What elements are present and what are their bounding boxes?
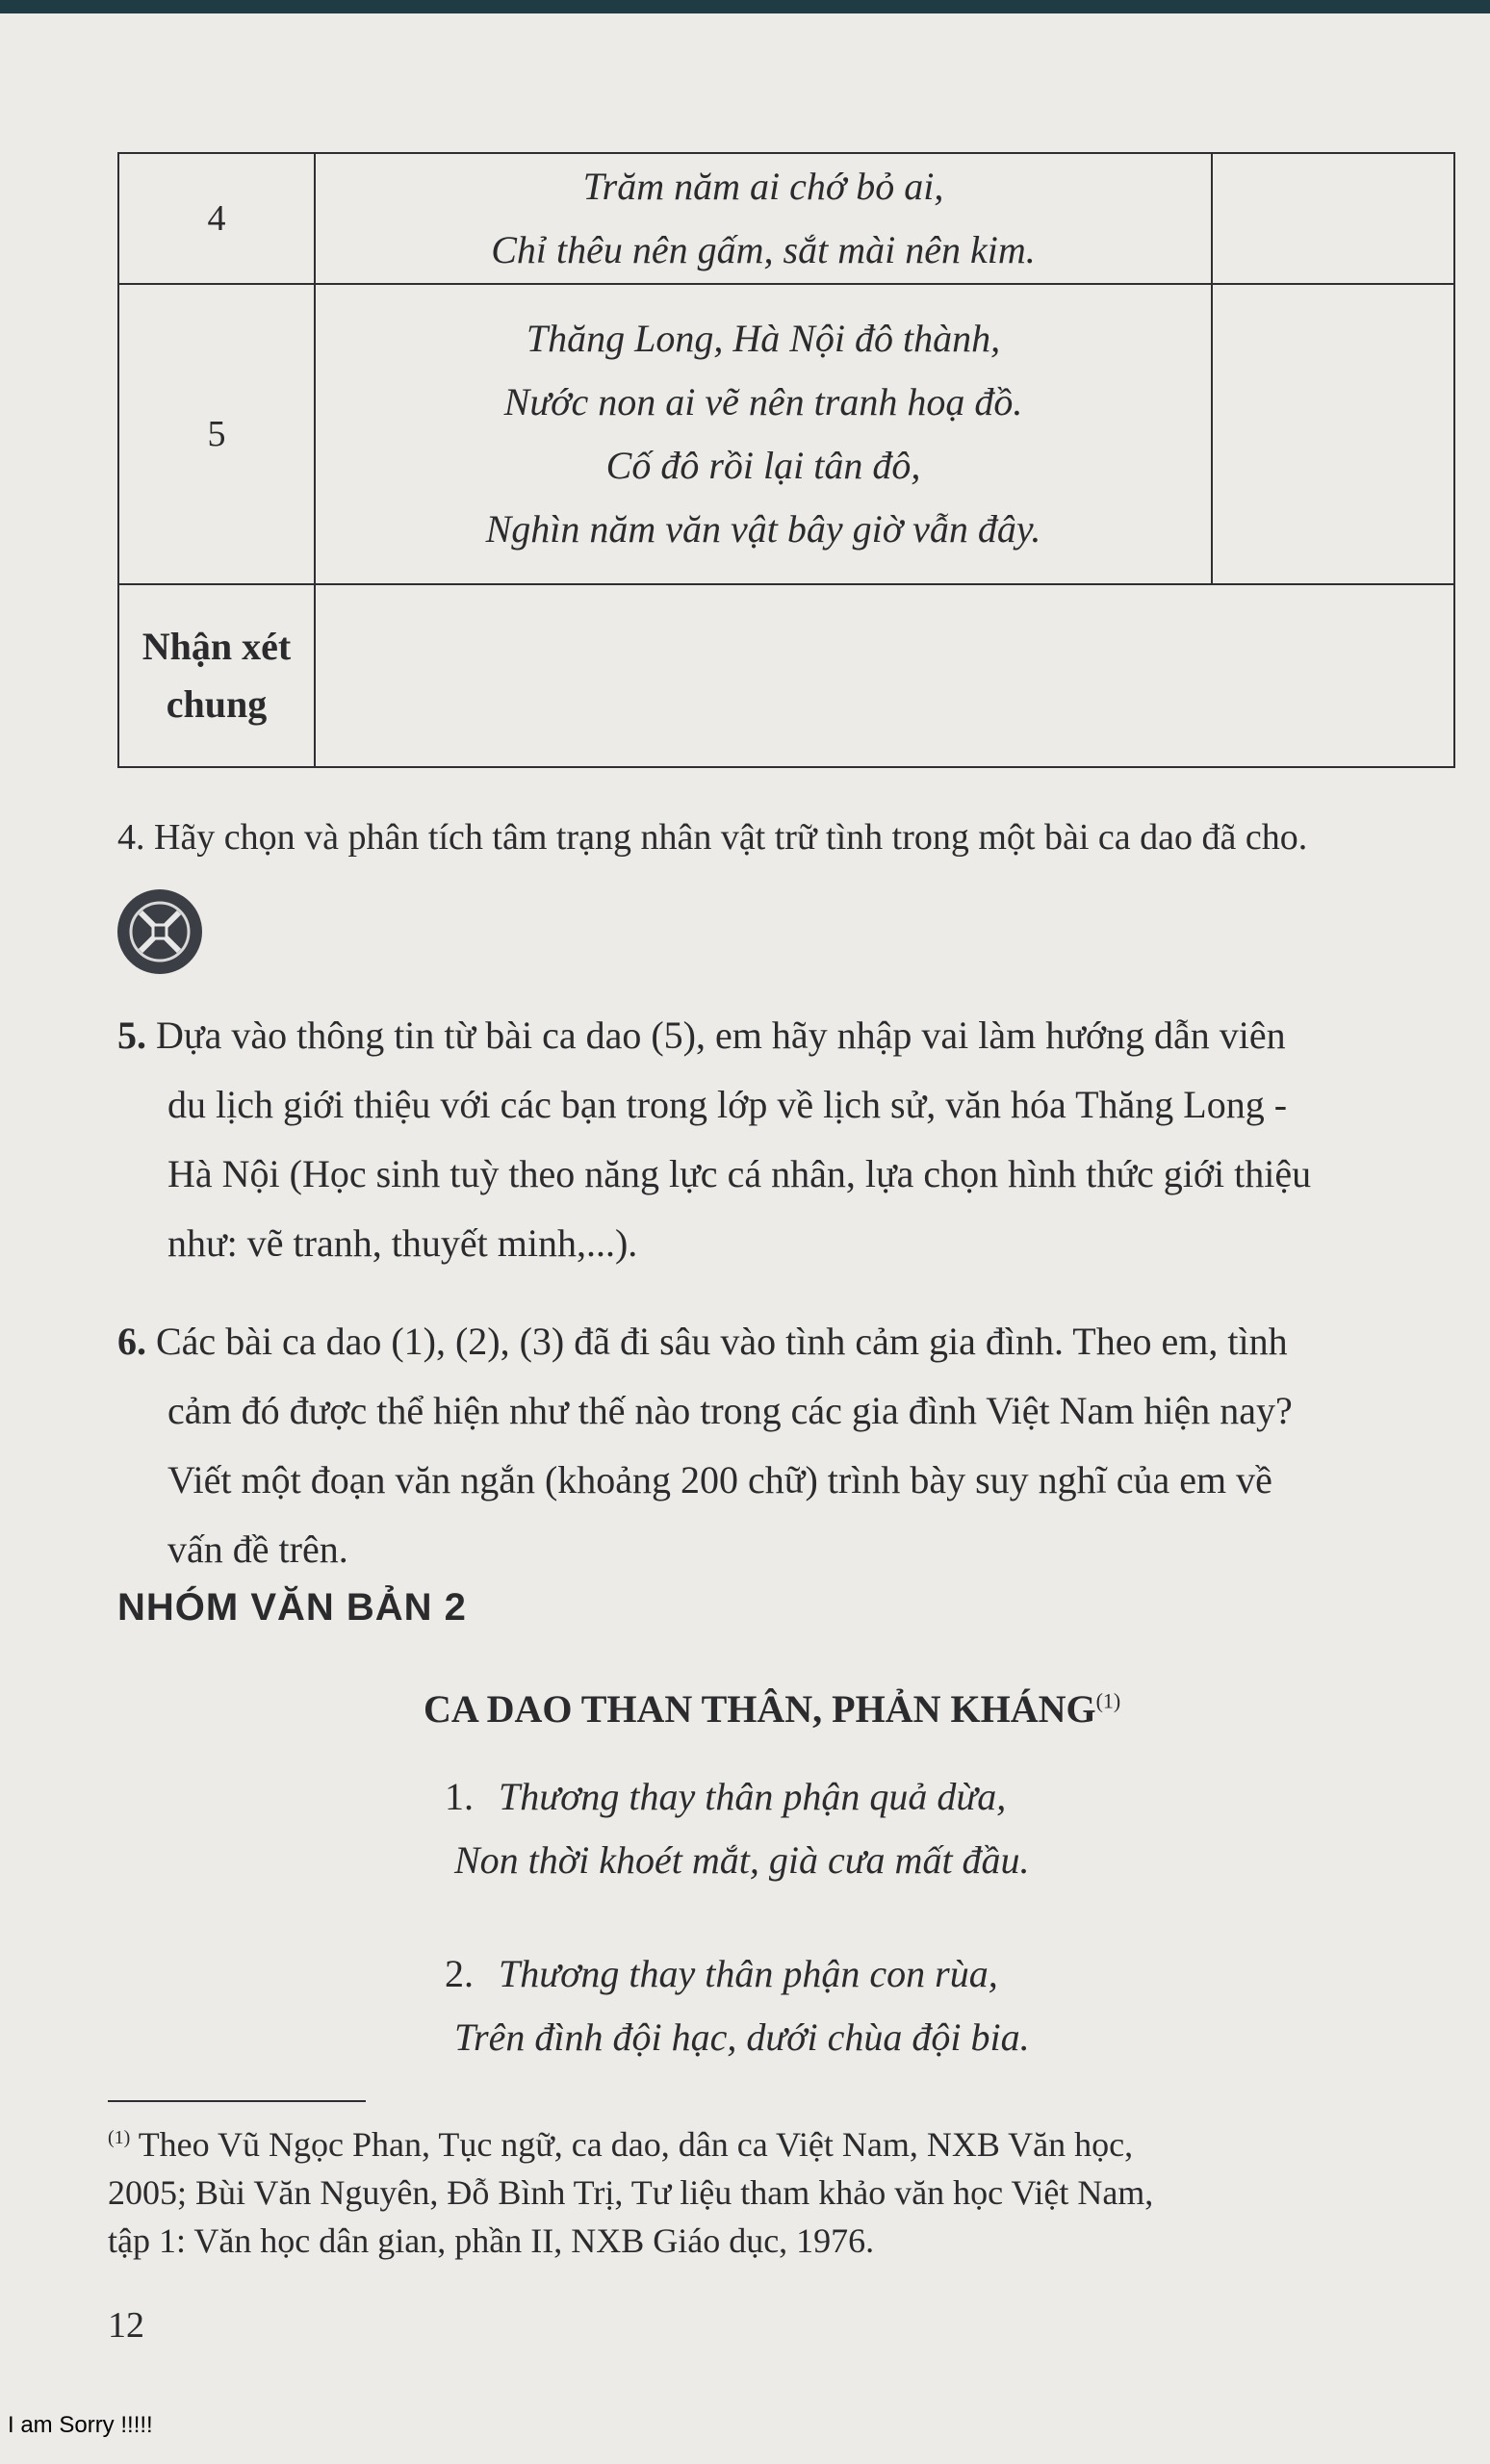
verse-line: Non thời khoét mắt, già cưa mất đầu.: [454, 1838, 1030, 1882]
overlay-caption: I am Sorry !!!!!: [8, 2412, 153, 2438]
empty-cell: [1212, 153, 1454, 284]
verse-line: Thương thay thân phận con rùa,: [499, 1952, 998, 1995]
footnote-divider: [108, 2100, 366, 2102]
poem-number: 1.: [445, 1775, 474, 1818]
footnote-ref: (1): [1095, 1688, 1121, 1713]
verse-line: Trăm năm ai chớ bỏ ai,: [582, 165, 944, 208]
top-edge-band: [0, 0, 1490, 13]
verse-cell: [315, 153, 1212, 284]
poem-1: [445, 1765, 1030, 1892]
verse-line: Trên đình đội hạc, dưới chùa đội bia.: [454, 2015, 1030, 2059]
summary-label: Nhận xét chung: [118, 584, 315, 767]
question-6: 6. Các bài ca dao (1), (2), (3) đã đi sâu vào tình cảm gia đình. Theo em, tình cảm đó được thể hiện như thế nào trong các gia đình Việt Nam hiện nay? Viết một đoạn văn ngắn (khoảng 200 chữ) trình bày suy nghĩ của em về vấn đề trên.: [117, 1320, 1293, 1571]
creative-task-icon: [117, 889, 202, 974]
section-title: CA DAO THAN THÂN, PHẢN KHÁNG$^{(1)}$: [424, 1687, 1121, 1731]
verse-line: Nước non ai vẽ nên tranh hoạ đồ.: [503, 380, 1023, 424]
page-number: 12: [108, 2305, 144, 2346]
poem-2: [445, 1942, 1030, 2069]
group-title: NHÓM VĂN BẢN 2: [117, 1586, 467, 1629]
question-5: 5. Dựa vào thông tin từ bài ca dao (5), em hãy nhập vai làm hướng dẫn viên du lịch giới thiệu với các bạn trong lớp về lịch sử, văn hóa Thăng Long - Hà Nội (Học sinh tuỳ theo năng lực cá nhân, lựa chọn hình thức giới thiệu như: vẽ tranh, thuyết minh,...).: [117, 1014, 1312, 1265]
verse-line: Nghìn năm văn vật bây giờ vẫn đây.: [485, 507, 1041, 551]
verse-cell: [315, 284, 1212, 584]
ca-dao-table: [117, 152, 1455, 768]
table-row: [118, 584, 1454, 767]
question-4: 4. Hãy chọn và phân tích tâm trạng nhân vật trữ tình trong một bài ca dao đã cho.: [117, 817, 1308, 858]
poem-number: 2.: [445, 1952, 474, 1995]
verse-line: Thăng Long, Hà Nội đô thành,: [526, 317, 1001, 360]
row-number: 5: [118, 284, 315, 584]
table-row: [118, 284, 1454, 584]
row-number: 4: [118, 153, 315, 284]
verse-line: Chỉ thêu nên gấm, sắt mài nên kim.: [491, 228, 1036, 271]
table-row: [118, 153, 1454, 284]
summary-cell: [315, 584, 1454, 767]
empty-cell: [1212, 284, 1454, 584]
verse-line: Cố đô rồi lại tân đô,: [605, 444, 921, 487]
verse-line: Thương thay thân phận quả dừa,: [499, 1775, 1007, 1818]
footnote: $^{(1)}$ Theo Vũ Ngọc Phan, Tục ngữ, ca dao, dân ca Việt Nam, NXB Văn học, 2005; Bùi Văn Nguyên, Đỗ Bình Trị, Tư liệu tham khảo văn học Việt Nam, tập 1: Văn học dân gian, phần II, NXB Giáo dục, 1976.: [108, 2125, 1154, 2260]
